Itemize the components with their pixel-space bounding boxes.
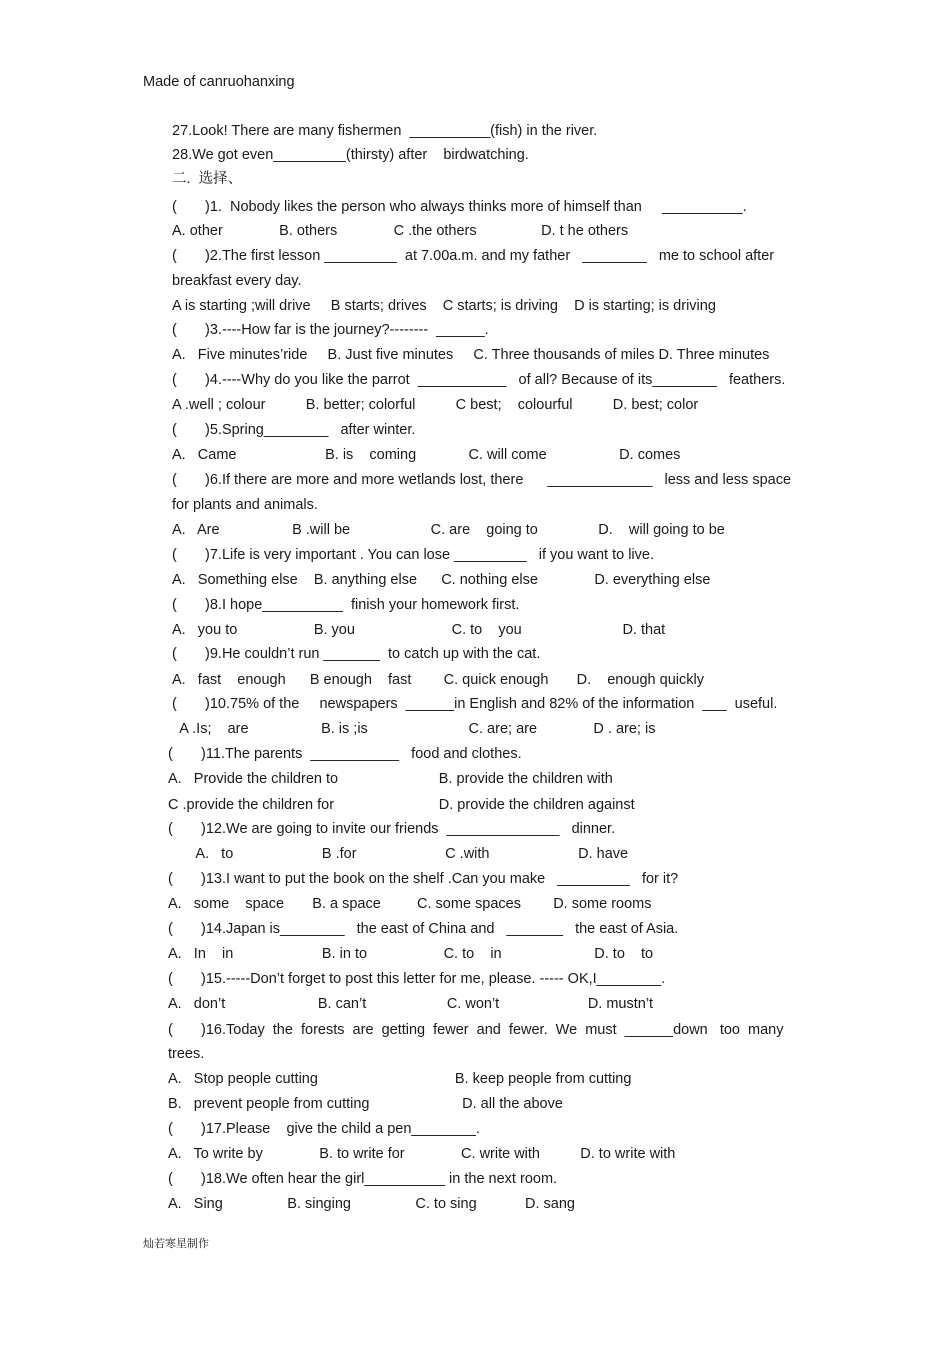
options-10: A .Is; are B. is ;is C. are; are D . are; is (172, 721, 656, 737)
options-3: A. Five minutes’ride B. Just five minutes C. Three thousands of miles D. Three minutes (172, 347, 770, 363)
options-13: A. some space B. a space C. some spaces D. some rooms (168, 896, 652, 912)
options-15: A. don’t B. can’t C. won’t D. mustn’t (168, 996, 654, 1012)
question-17: ( )17.Please give the child a pen________. (168, 1121, 480, 1137)
question-12: ( )12.We are going to invite our friends ______________ dinner. (168, 821, 616, 837)
section-heading: 二. 选择、 (172, 171, 243, 187)
question-14: ( )14.Japan is________ the east of China and _______ the east of Asia. (168, 921, 679, 937)
question-16: ( )16.Today the forests are getting fewer and fewer. We must ______down too many (168, 1022, 784, 1038)
question-4: ( )4.----Why do you like the parrot ___________ of all? Because of its________ feathers. (172, 372, 786, 388)
question-16-continued: trees. (168, 1046, 205, 1062)
page-header: Made of canruohanxing (143, 74, 295, 90)
options-8: A. you to B. you C. to you D. that (172, 622, 666, 638)
question-6: ( )6.If there are more and more wetlands lost, there _____________ less and less space (172, 472, 792, 488)
options-6: A. Are B .will be C. are going to D. will going to be (172, 522, 725, 538)
question-5: ( )5.Spring________ after winter. (172, 422, 416, 438)
question-18: ( )18.We often hear the girl__________ in the next room. (168, 1171, 558, 1187)
question-28: 28.We got even_________(thirsty) after birdwatching. (172, 147, 529, 163)
question-7: ( )7.Life is very important . You can lose _________ if you want to live. (172, 547, 654, 563)
options-17: A. To write by B. to write for C. write with D. to write with (168, 1146, 676, 1162)
page-footer: 灿若寒星制作 (143, 1237, 209, 1250)
options-7: A. Something else B. anything else C. nothing else D. everything else (172, 572, 711, 588)
options-4: A .well ; colour B. better; colorful C best; colourful D. best; color (172, 397, 699, 413)
question-2-continued: breakfast every day. (172, 273, 302, 289)
question-3: ( )3.----How far is the journey?-------- ______. (172, 322, 489, 338)
options-18: A. Sing B. singing C. to sing D. sang (168, 1196, 575, 1212)
question-2: ( )2.The first lesson _________ at 7.00a.m. and my father ________ me to school after (172, 248, 775, 264)
options-2: A is starting ;will drive B starts; drives C starts; is driving D is starting; is driving (172, 298, 716, 314)
question-15: ( )15.-----Don’t forget to post this letter for me, please. ----- OK,I________. (168, 971, 666, 987)
options-16-cd: B. prevent people from cutting D. all the above (168, 1096, 563, 1112)
question-11: ( )11.The parents ___________ food and clothes. (168, 746, 522, 762)
question-1: ( )1. Nobody likes the person who always thinks more of himself than __________. (172, 199, 747, 215)
options-11-ab: A. Provide the children to B. provide the children with (168, 771, 613, 787)
options-11-cd: C .provide the children for D. provide the children against (168, 797, 635, 813)
question-8: ( )8.I hope__________ finish your homework first. (172, 597, 520, 613)
question-27: 27.Look! There are many fishermen __________(fish) in the river. (172, 123, 598, 139)
options-5: A. Came B. is coming C. will come D. comes (172, 447, 681, 463)
options-16-ab: A. Stop people cutting B. keep people from cutting (168, 1071, 632, 1087)
question-6-continued: for plants and animals. (172, 497, 318, 513)
options-9: A. fast enough B enough fast C. quick enough D. enough quickly (172, 672, 704, 688)
options-14: A. In in B. in to C. to in D. to to (168, 946, 654, 962)
options-1: A. other B. others C .the others D. t he others (172, 223, 629, 239)
question-10: ( )10.75% of the newspapers ______in English and 82% of the information ___ useful. (172, 696, 778, 712)
question-9: ( )9.He couldn’t run _______ to catch up with the cat. (172, 646, 541, 662)
options-12: A. to B .for C .with D. have (168, 846, 629, 862)
question-13: ( )13.I want to put the book on the shelf .Can you make _________ for it? (168, 871, 679, 887)
